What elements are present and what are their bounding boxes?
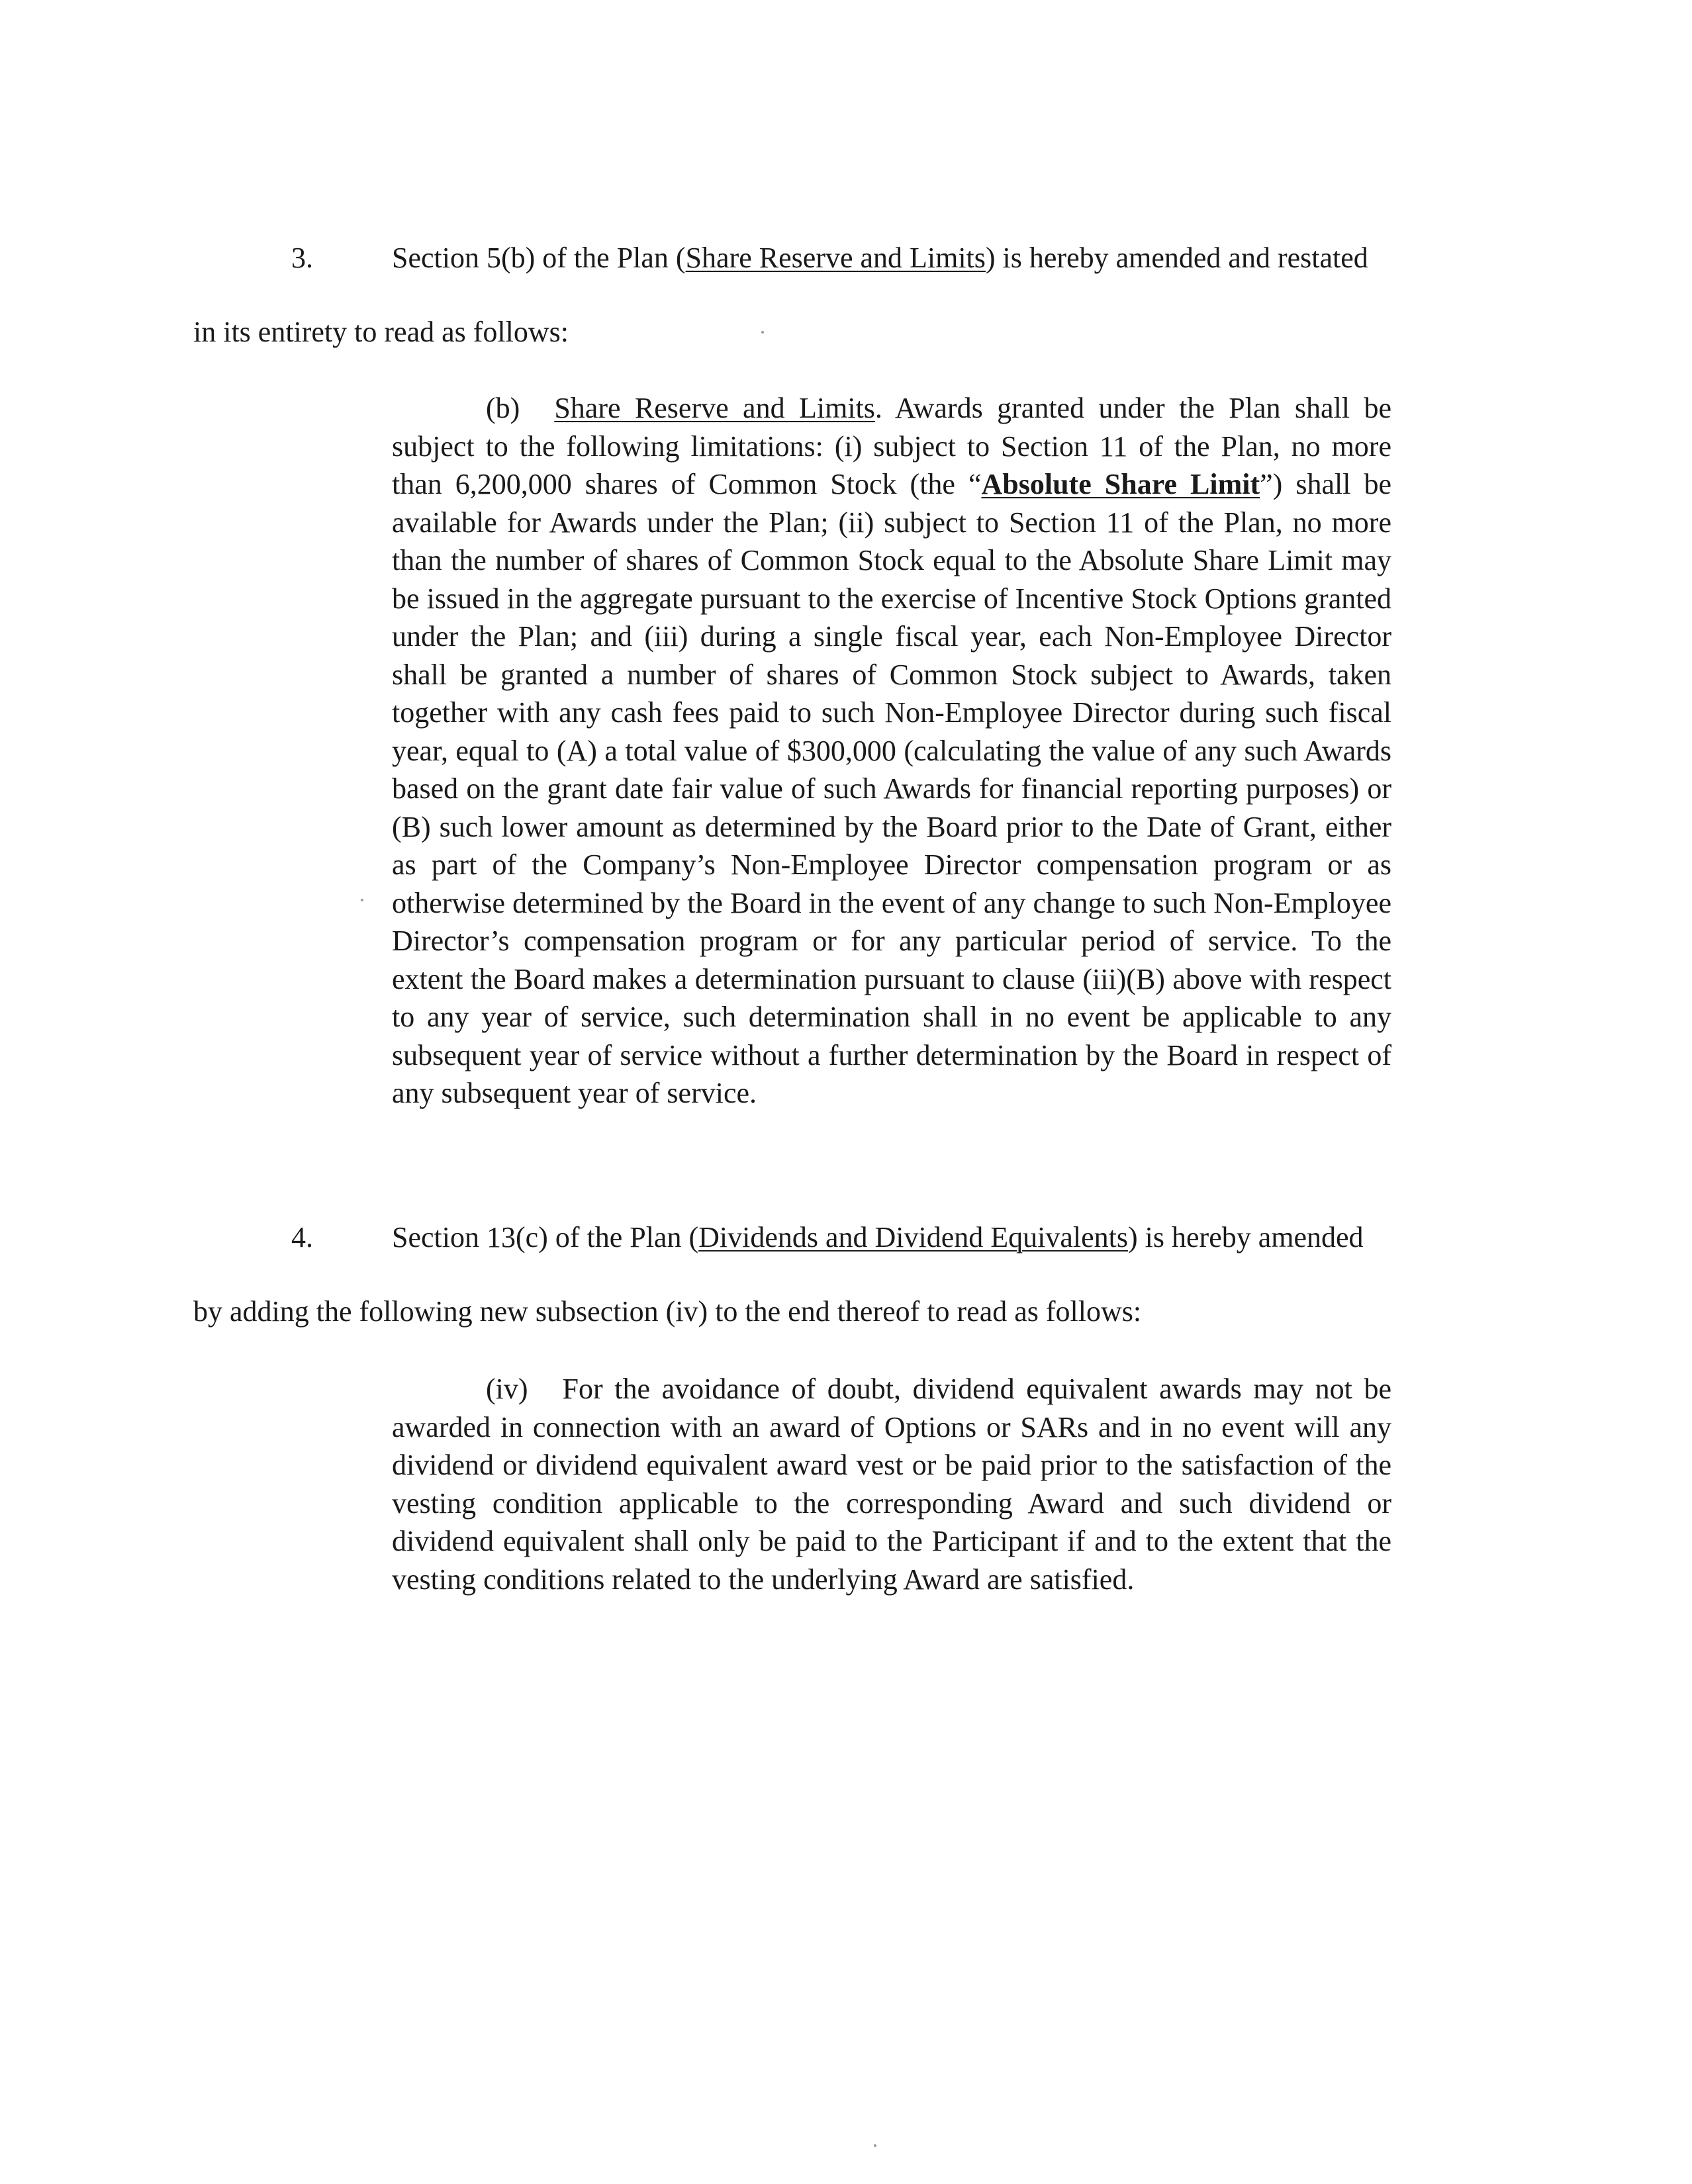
item-4-prefix: Section 13(c) of the Plan ( (392, 1221, 699, 1253)
item-3-title: Share Reserve and Limits (685, 242, 986, 274)
item-3-first-line (392, 244, 1368, 273)
item-3-suffix: ) is hereby amended and restated (985, 242, 1368, 274)
subsection-b-text-2: ”) shall be available for Awards under the Plan; (ii) subject to Section 11 of the Plan, no more than the number of shares of Common Stock equal to the Absolute Share Limit may be issued in the aggregate pursuant to the exercise of Incentive Stock Options granted under the Plan; and (iii) during a single fiscal year, each Non-Employee Director shall be granted a number of shares of Common Stock subject to Awards, taken together with any cash fees paid to such Non-Employee Director during such fiscal year, equal to (A) a total value of $300,000 (calculating the value of any such Awards based on the grant date fair value of such Awards for financial reporting purposes) or (B) such lower amount as determined by the Board prior to the Date of Grant, either as part of the Company’s Non-Employee Director compensation program or as otherwise determined by the Board in the event of any change to such Non-Employee Director’s compensation program or for any particular period of service. To the extent the Board makes a determination pursuant to clause (iii)(B) above with respect to any year of service, such determination shall in no event be applicable to any subsequent year of service without a further determination by the Board in respect of any subsequent year of service. (392, 468, 1391, 1109)
scan-speck (361, 899, 363, 901)
item-4-quoted-paragraph (392, 1370, 1391, 1598)
item-4-first-line (392, 1223, 1364, 1252)
item-3-prefix: Section 5(b) of the Plan ( (392, 242, 686, 274)
scan-speck (874, 2144, 876, 2147)
item-3-quoted-paragraph (392, 389, 1391, 1113)
scan-speck (761, 331, 764, 334)
subsection-iv-text: For the avoidance of doubt, dividend equivalent awards may not be awarded in connection with an award of Options or SARs and in no event will any dividend or dividend equivalent award vest or be paid prior to the satisfaction of the vesting condition applicable to the corresponding Award and such dividend or dividend equivalent shall only be paid to the Participant if and to the extent that the vesting conditions related to the underlying Award are satisfied. (392, 1373, 1391, 1596)
item-4-title: Dividends and Dividend Equivalents (698, 1221, 1129, 1253)
subsection-b-text-1: . Awards granted under the Plan shall be subject to the following limitations: (i) subject to Section 11 of the Plan, no more than 6,200,000 shares of Common Stock (the “ (392, 392, 1391, 500)
item-4-suffix: ) is hereby amended (1128, 1221, 1364, 1253)
subsection-b-label: (b) (486, 392, 520, 424)
item-4-continuation: by adding the following new subsection (iv) to the end thereof to read as follows: (193, 1295, 1142, 1328)
subsection-iv-label: (iv) (486, 1373, 528, 1405)
item-3-number: 3. (291, 242, 313, 274)
item-3-continuation: in its entirety to read as follows: (193, 316, 569, 348)
item-4-number: 4. (291, 1221, 313, 1253)
defined-term-absolute-share-limit: Absolute Share Limit (981, 468, 1260, 500)
subsection-b-heading: Share Reserve and Limits (554, 392, 875, 424)
